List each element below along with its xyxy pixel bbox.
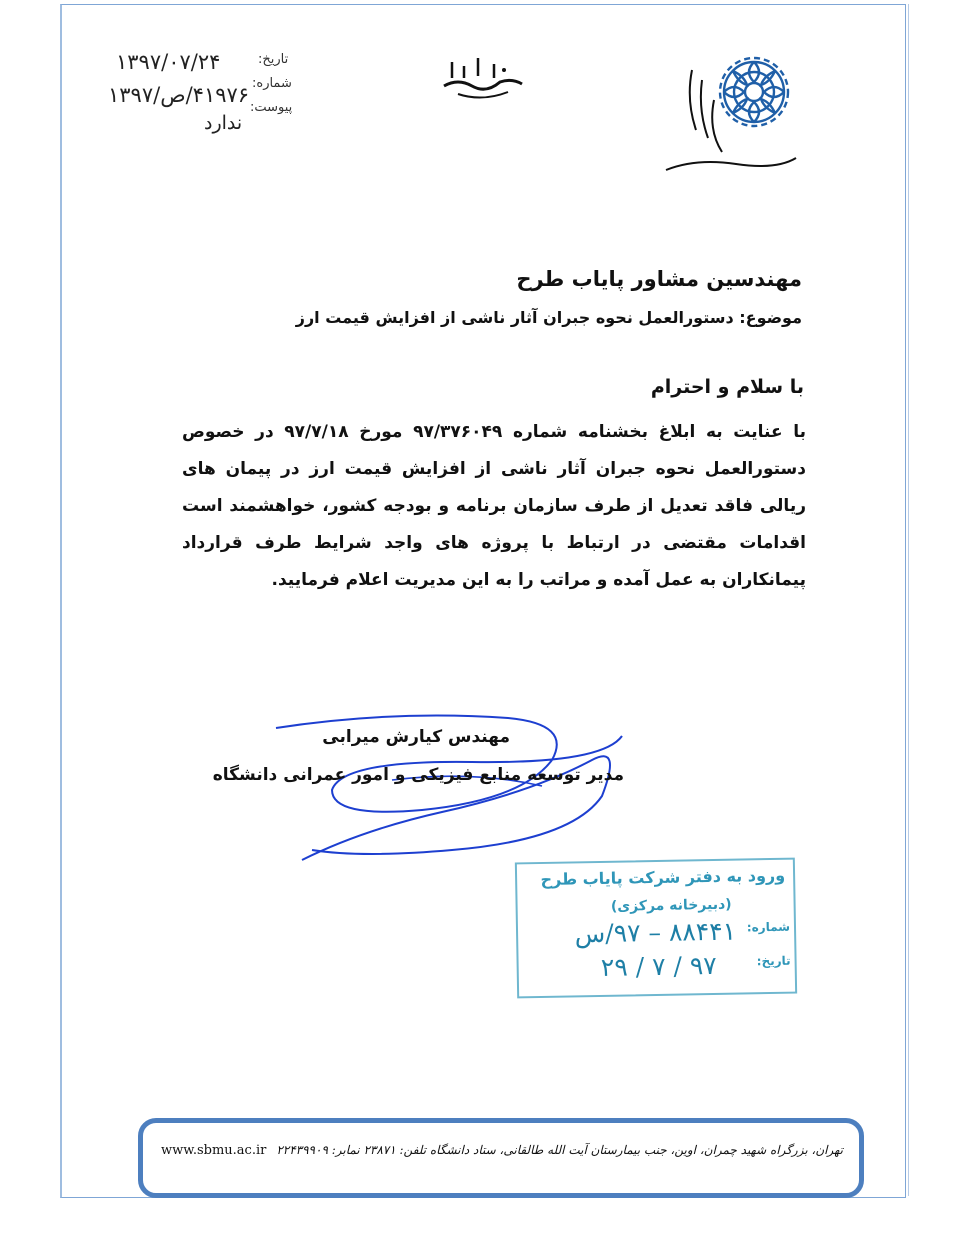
signer-title: مدیر توسعه منابع فیزیکی و امور عمرانی دانشگاه	[212, 765, 624, 785]
stamp-number-label: شماره:	[746, 919, 791, 935]
page-border-right-edge	[898, 4, 909, 1196]
incoming-receipt-stamp	[515, 858, 797, 999]
date-value: ۱۳۹۷/۰۷/۲۴	[116, 50, 221, 74]
university-logo	[656, 40, 806, 190]
stamp-date-label: تاریخ:	[756, 953, 791, 969]
attachment-label: پیوست:	[250, 100, 293, 115]
date-label: تاریخ:	[258, 52, 289, 67]
stamp-number-value: ۸۸۴۴۱ – ۹۷/س	[574, 916, 737, 949]
stamp-title: ورود به دفتر شرکت پایاب طرح	[540, 865, 786, 890]
subject-line: موضوع: دستورالعمل نحوه جبران آثار ناشی از افزایش قیمت ارز	[295, 308, 802, 327]
addressee: مهندسین مشاور پایاب طرح	[516, 267, 802, 291]
greeting: با سلام و احترام	[650, 376, 804, 398]
number-label: شماره:	[252, 76, 292, 91]
footer-website-link[interactable]: www.sbmu.ac.ir	[161, 1143, 267, 1158]
number-value: ۴۱۹۷۶/ص/۱۳۹۷	[108, 83, 250, 107]
letter-body: با عنایت به ابلاغ بخشنامه شماره ۹۷/۳۷۶۰۴۹ مورخ ۹۷/۷/۱۸ در خصوص دستورالعمل نحوه جبران آثار ناشی از افزایش قیمت ارز در پیمان های ریالی فاقد تعدیل از طرف سازمان برنامه و بودجه کشور، خواهشمند است اقدامات مقتضی در ارتباط با پروژه های واجد شرایط طرف قرارداد پیمانکاران به عمل آمده و مراتب را به این مدیریت اعلام فرمایید.	[182, 422, 806, 590]
attachment-value: ندارد	[204, 112, 243, 134]
footer-address-bar	[138, 1118, 864, 1198]
footer-address: تهران، بزرگراه شهید چمران، اوین، جنب بیمارستان آیت الله طالقانی، ستاد دانشگاه تلفن: ۲۳۸۷۱ نمابر: ۲۲۴۳۹۹۰۹	[276, 1143, 843, 1157]
stamp-subtitle: (دبیرخانه مرکزی)	[610, 896, 732, 915]
rosette-emblem-icon	[656, 40, 806, 190]
invocation-calligraphy	[438, 48, 528, 108]
signer-name: مهندس کیارش میرابی	[322, 727, 510, 747]
invocation-mark	[438, 48, 528, 108]
stamp-date-value: ۹۷ / ۷ / ۲۹	[600, 950, 717, 982]
